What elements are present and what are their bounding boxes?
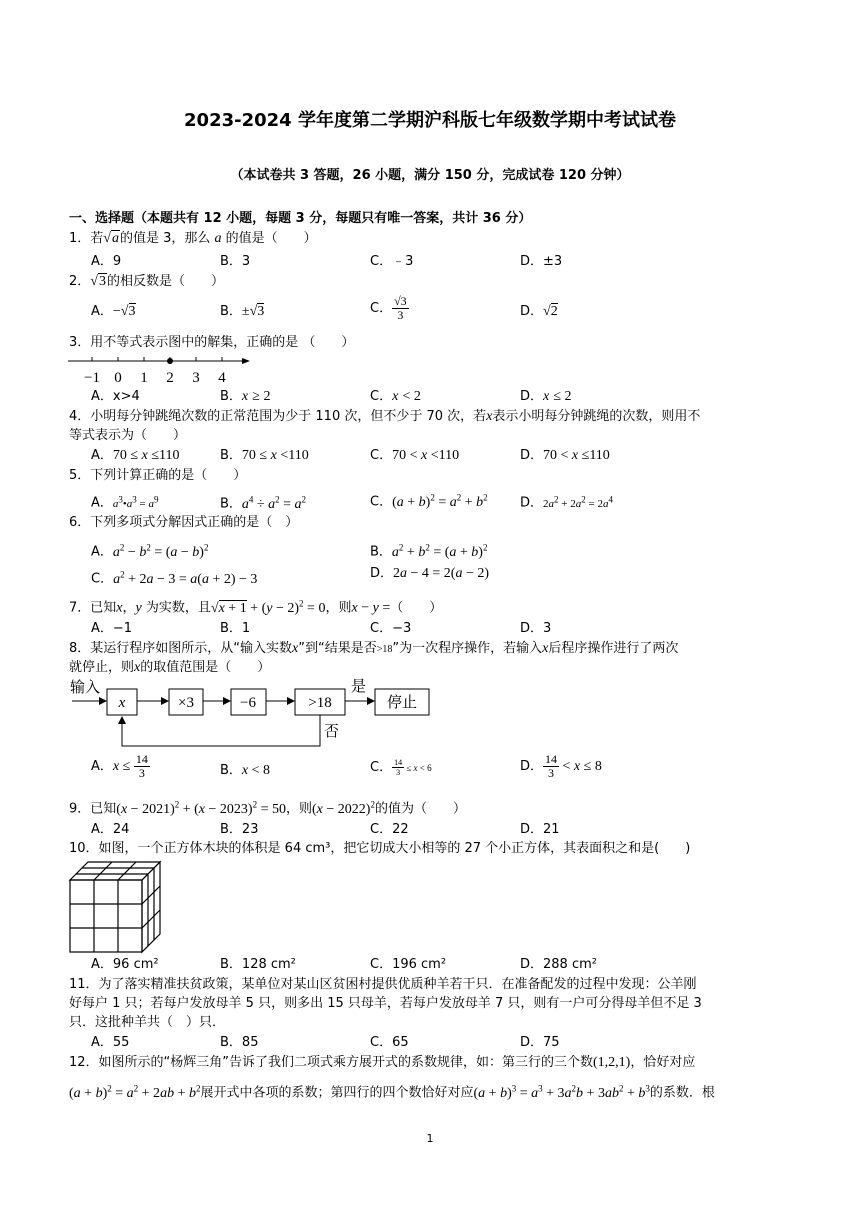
q11-option-d: D．75 <box>520 1035 560 1050</box>
q1-option-c: C．﹣3 <box>370 254 414 269</box>
q4-option-d: D．70 < x ≤110 <box>520 448 610 463</box>
question-8-line-1: 8．某运行程序如图所示，从“输入实数x”到“结果是否>18”为一次程序操作，若输入x后程序操作进行了两次 <box>69 641 679 656</box>
svg-text:x: x <box>118 695 126 711</box>
q4-option-c: C．70 < x <110 <box>370 448 460 463</box>
question-4-line-2: 等式表示为（ ） <box>69 428 187 443</box>
q3-option-d: D．x ≤ 2 <box>520 389 572 404</box>
tick-label: 1 <box>140 370 148 386</box>
q9-option-d: D．21 <box>520 822 560 837</box>
q9-option-c: C．22 <box>370 822 409 837</box>
page-number: 1 <box>426 1132 434 1145</box>
q7-option-c: C．−3 <box>370 621 412 636</box>
tick-label: 2 <box>166 370 174 386</box>
q1-option-d: D．±3 <box>520 254 563 269</box>
q9-option-a: A．24 <box>91 822 130 837</box>
q10-option-d: D．288 cm² <box>520 957 597 972</box>
q3-option-b: B．x ≥ 2 <box>220 389 271 404</box>
q10-option-a: A．96 cm² <box>91 957 159 972</box>
number-line-figure <box>66 352 256 386</box>
q11-option-c: C．65 <box>370 1035 409 1050</box>
q1-option-a: A．9 <box>91 254 122 269</box>
flow-no-label: 否 <box>324 722 340 740</box>
tick-label: 3 <box>192 370 200 386</box>
q11-option-a: A．55 <box>91 1035 130 1050</box>
q6-option-c: C．$a^2 + 2a - 3 = a(a + 2) - 3$ <box>91 569 258 587</box>
question-1: 1．若√a的值是 3，那么 a 的值是（ ） <box>69 231 317 246</box>
section-heading: 一、选择题（本题共有 12 小题，每题 3 分，每题只有唯一答案，共计 36 分） <box>69 211 532 226</box>
q3-option-a: A．x>4 <box>91 389 140 404</box>
question-12-line-1: 12．如图所示的“杨辉三角”告诉了我们二项式乘方展开式的系数规律，如：第三行的三个数(1,2,1)，恰好对应 <box>69 1055 696 1070</box>
question-6: 6．下列多项式分解因式正确的是（ ） <box>69 515 299 530</box>
q4-option-a: A．70 ≤ x ≤110 <box>91 448 180 463</box>
q5-option-d: D．$2a^2 + 2a^2 = 2a^4$ <box>520 494 613 511</box>
flow-yes-label: 是 <box>351 677 367 695</box>
q7-option-d: D．3 <box>520 621 552 636</box>
tick-label: 4 <box>218 370 226 386</box>
question-3: 3．用不等式表示图中的解集，正确的是 （ ） <box>69 335 355 350</box>
q4-option-b: B．70 ≤ x <110 <box>220 448 309 463</box>
question-5: 5．下列计算正确的是（ ） <box>69 468 247 483</box>
q10-option-b: B．128 cm² <box>220 957 296 972</box>
q6-option-d: D．2a − 4 = 2(a − 2) <box>370 566 490 581</box>
q5-option-a: A．$a^3•a^3 = a^9$ <box>91 494 159 511</box>
q9-option-b: B．23 <box>220 822 259 837</box>
q7-option-a: A．−1 <box>91 621 133 636</box>
tick-label: 0 <box>114 370 122 386</box>
q8-option-c: C． $\frac{14}{3}$ ≤ x < 6 <box>370 758 432 777</box>
svg-text:×3: ×3 <box>178 695 194 711</box>
question-10: 10．如图，一个正方体木块的体积是 64 cm³，把它切成大小相等的 27 个小正方体，其表面积之和是( ) <box>69 841 691 856</box>
flowchart-figure <box>68 676 438 752</box>
question-11-line-3: 只．这批种羊共（ ）只． <box>69 1015 226 1030</box>
question-2: 2．√3的相反数是（ ） <box>69 274 224 289</box>
question-11-line-1: 11．为了落实精准扶贫政策，某单位对某山区贫困村提供优质种羊若干只．在准备配发的过程中发现：公羊刚 <box>69 977 697 992</box>
q2-option-a: A．−√3 <box>91 304 136 319</box>
question-8-line-2: 就停止，则x的取值范围是（ ） <box>69 660 271 675</box>
question-9: 9．已知$(x - 2021)^2 + (x - 2023)^2 = 50$，则$(x - 2022)^2$的值为（ ） <box>69 799 466 817</box>
svg-text:停止: 停止 <box>386 693 418 711</box>
svg-text:−6: −6 <box>240 695 256 711</box>
flow-input-label: 输入 <box>70 678 101 696</box>
q5-option-b: B．$a^4 \div a^2 = a^2$ <box>220 494 307 512</box>
q11-option-b: B．85 <box>220 1035 259 1050</box>
question-11-line-2: 好每户 1 只；若每户发放母羊 5 只，则多出 15 只母羊，若每户发放母羊 7 只，则有一户可分得母羊但不足 3 <box>69 996 702 1011</box>
q2-option-c: C． $\frac{√3}{3}$ <box>370 294 407 322</box>
svg-text:>18: >18 <box>308 695 332 711</box>
question-7: 7．已知x，y 为实数，且$√x + 1 + (y - 2)^2 = 0$，则x − y =（ ） <box>69 598 443 616</box>
q6-option-a: A．$a^2 - b^2 = (a - b)^2$ <box>91 542 209 560</box>
page-title: 2023-2024 学年度第二学期沪科版七年级数学期中考试试卷 <box>184 110 676 131</box>
q2-option-b: B．±√3 <box>220 304 265 319</box>
q8-option-b: B．x < 8 <box>220 763 271 778</box>
q2-option-d: D．√2 <box>520 304 558 319</box>
q5-option-c: C．$(a + b)^2 = a^2 + b^2$ <box>370 492 488 510</box>
tick-label: −1 <box>84 370 100 386</box>
question-4-line-1: 4．小明每分钟跳绳次数的正常范围为少于 110 次，但不少于 70 次，若x表示小明每分钟跳绳的次数，则用不 <box>69 409 701 424</box>
q8-option-d: D． $\frac{14}{3}$ < x ≤ 8 <box>520 752 602 780</box>
q1-option-b: B．3 <box>220 254 251 269</box>
cube-figure <box>68 860 180 954</box>
q8-option-a: A．x ≤ $\frac{14}{3}$ <box>91 752 148 780</box>
q6-option-b: B．$a^2 + b^2 = (a + b)^2$ <box>370 542 488 560</box>
q10-option-c: C．196 cm² <box>370 957 447 972</box>
q7-option-b: B．1 <box>220 621 251 636</box>
exam-info: （本试卷共 3 答题，26 小题，满分 150 分，完成试卷 120 分钟） <box>230 168 630 183</box>
q3-option-c: C．x < 2 <box>370 389 421 404</box>
question-12-line-2: $(a + b)^2 = a^2 + 2ab + b^2$展开式中各项的系数；第四行的四个数恰好对应$(a + b)^3 = a^3 + 3a^2b + 3ab^2 + b^3$的系数．根 <box>69 1083 715 1101</box>
